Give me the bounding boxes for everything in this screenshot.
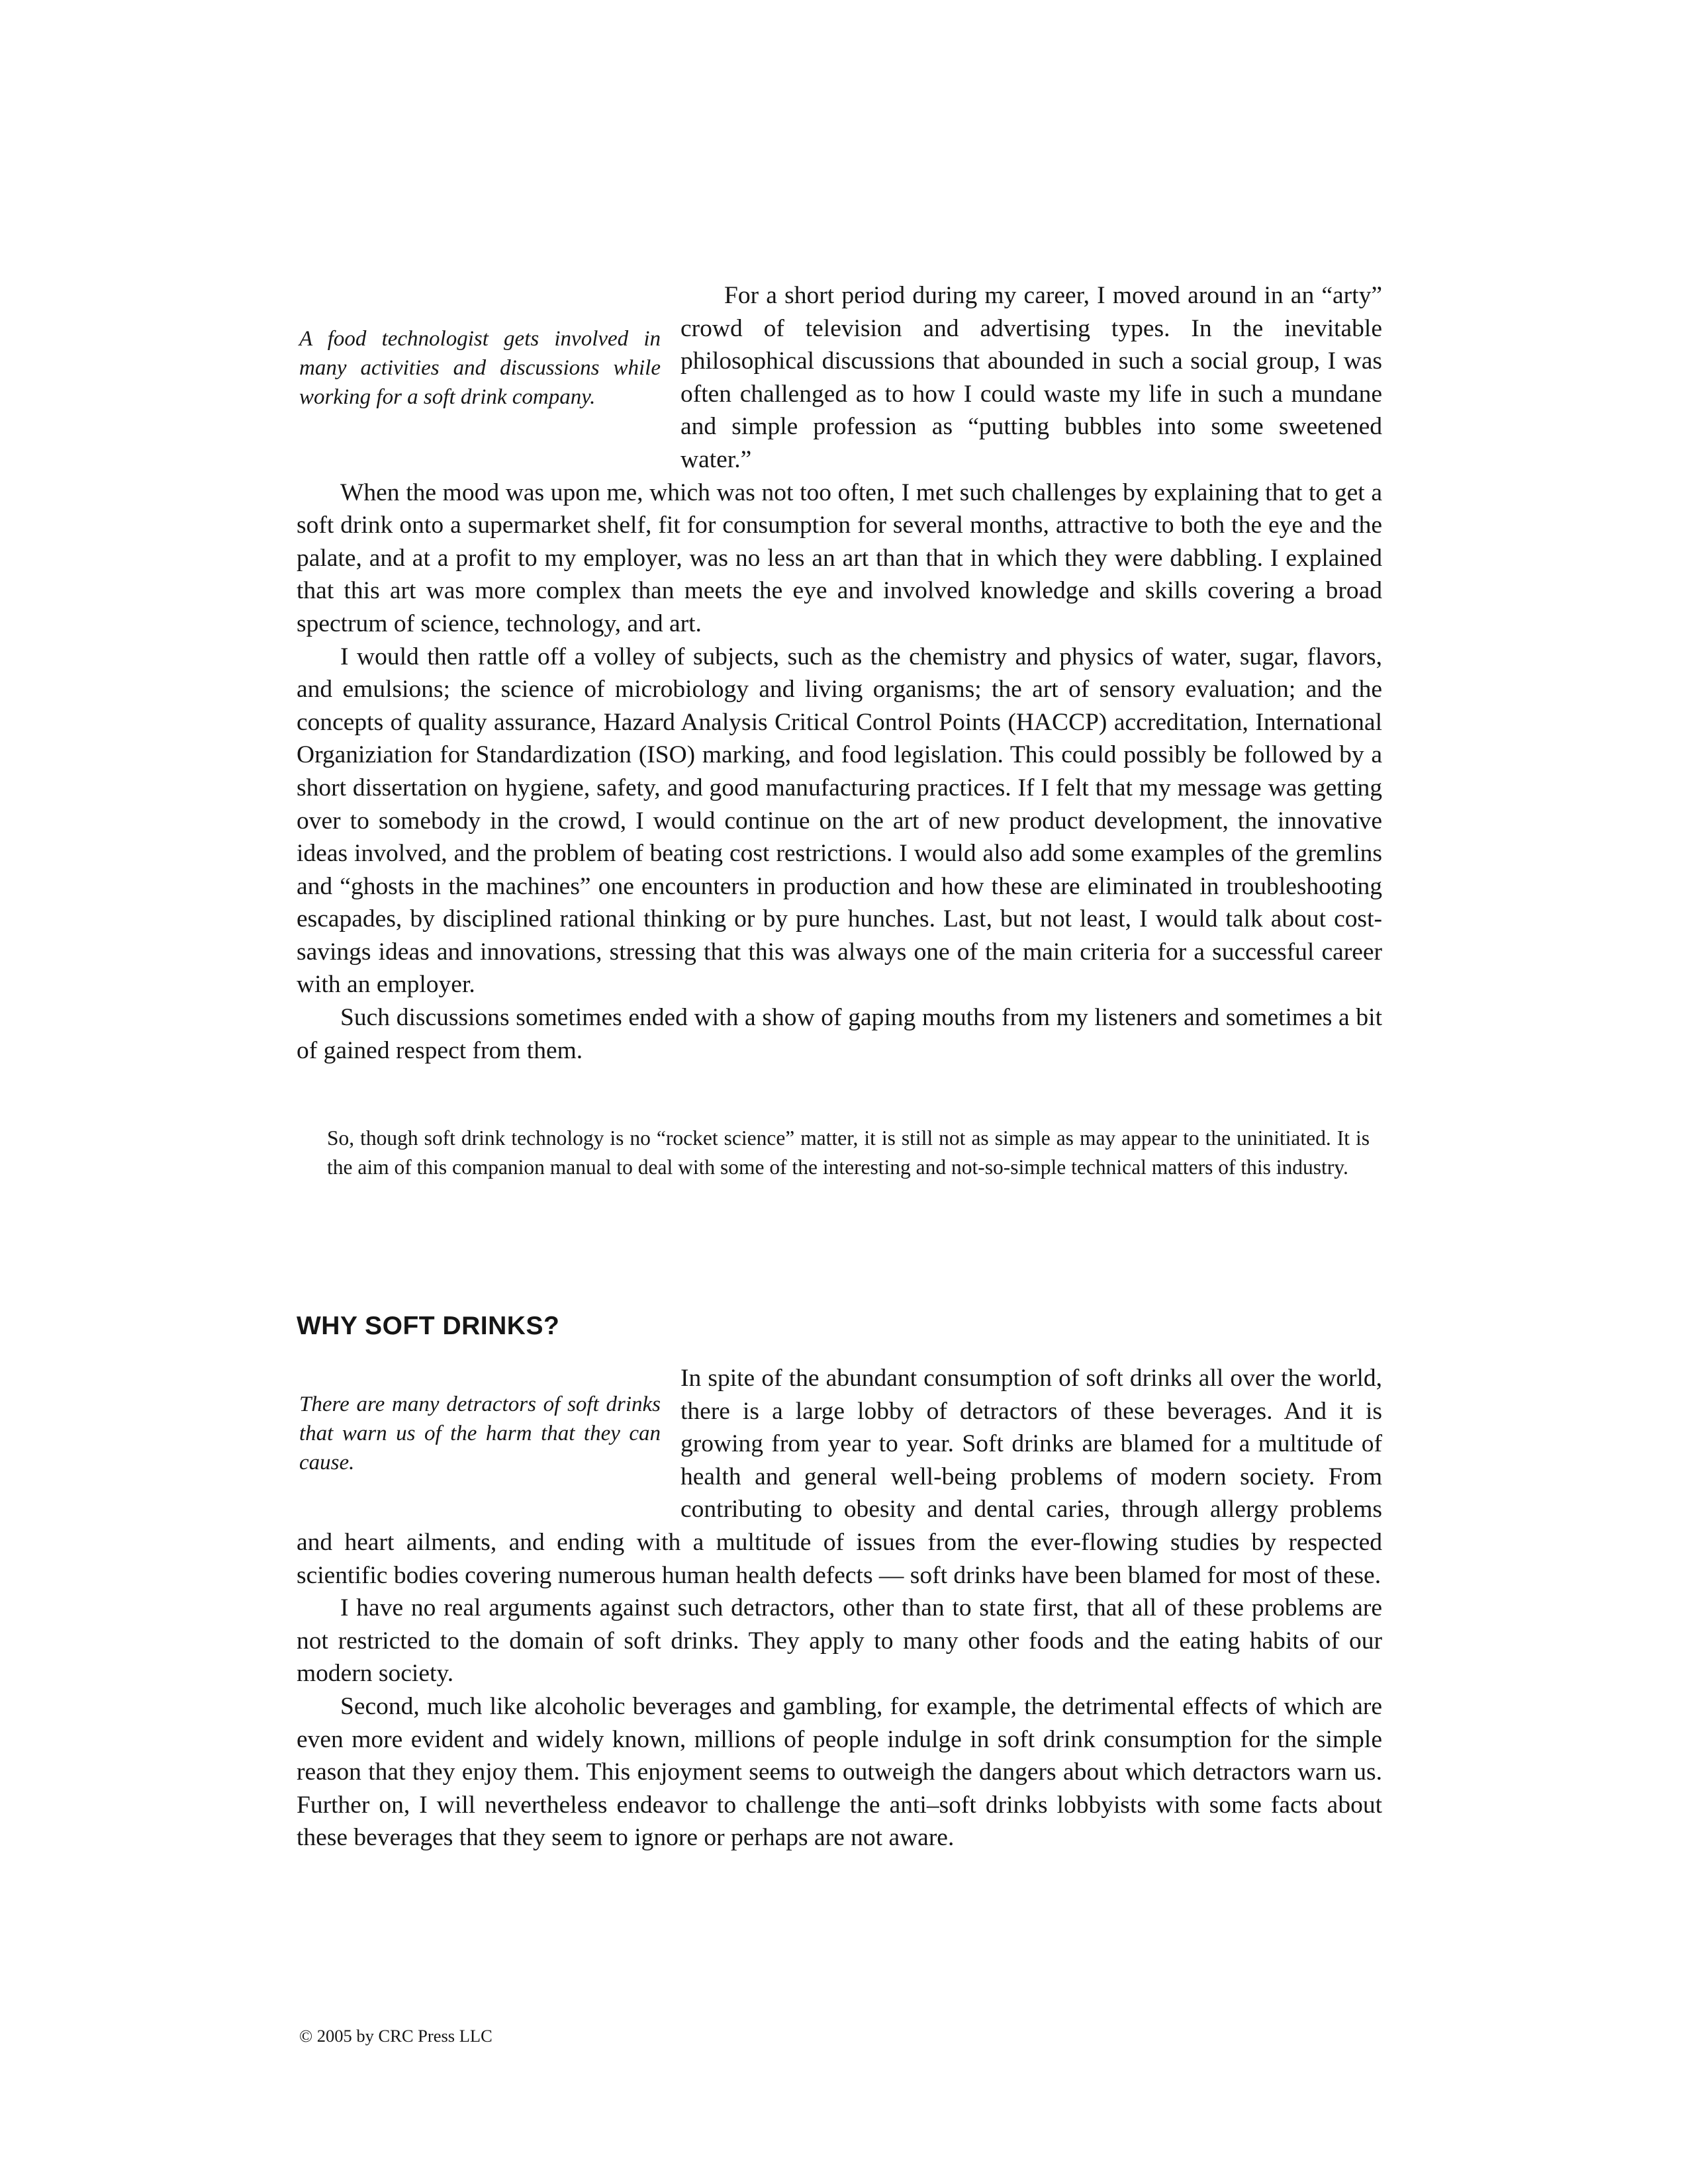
body-paragraph: I would then rattle off a volley of subjects, such as the chemistry and physics of water, sugar, flavors, and emulsions; the science of microbiology and living organisms; the art of sensory evaluation; and the concepts of quality assurance, Hazard Analysis Critical Control Points (HACCP) accreditation, International Organiziation for Standardization (ISO) marking, and food legislation. This could possibly be followed by a short dissertation on hygiene, safety, and good manufacturing practices. If I felt that my message was getting over to somebody in the crowd, I would continue on the art of new product development, the innovative ideas involved, and the problem of beating cost restrictions. I would also add some examples of the gremlins and “ghosts in the machines” one encounters in production and how these are eliminated in troubleshooting escapades, by disciplined rational thinking or by pure hunches. Last, but not least, I would talk about cost-savings ideas and innovations, stressing that this was always one of the main criteria for a successful career with an employer.: [297, 643, 1382, 999]
summary-block: [327, 1124, 1370, 1182]
margin-note-space: [297, 279, 680, 471]
body-paragraph: For a short period during my career, I moved around in an “arty” crowd of television and advertising types. In the inevitable philosophical discussions that abounded in such a social group, I was often challenged as to how I could waste my life in such a mundane and simple profession as “putting bubbles into some sweetened water.”: [680, 282, 1382, 473]
body-paragraph: In spite of the abundant consumption of soft drinks all over the world, there is a large lobby of detractors of these beverages. And it is growing from year to year. Soft drinks are blamed for a multitude of health and general well-being problems of modern society. From contributing to obesity and dental caries, through allergy problems and heart ailments, and ending with a multitude of issues from the ever-flowing studies by respected scientific bodies covering numerous human health defects — soft drinks have been blamed for most of these.: [297, 1365, 1382, 1589]
copyright-footer: © 2005 by CRC Press LLC: [299, 2026, 492, 2046]
section-2-body: [297, 1362, 1382, 1854]
summary-text: So, though soft drink technology is no “rocket science” matter, it is still not as simple as may appear to the uninitiated. It is the aim of this companion manual to deal with some of the interesting and not-so-simple technical matters of this industry.: [327, 1126, 1370, 1179]
body-paragraph: I have no real arguments against such detractors, other than to state first, that all of these problems are not restricted to the domain of soft drinks. They apply to many other foods and the eating habits of our modern society.: [297, 1594, 1382, 1688]
margin-note-2: There are many detractors of soft drinks that warn us of the harm that they can cause.: [299, 1392, 661, 1475]
margin-note-space: [297, 1362, 680, 1521]
body-paragraph: Such discussions sometimes ended with a show of gaping mouths from my listeners and sometimes a bit of gained respect from them.: [297, 1004, 1382, 1064]
margin-note-1: A food technologist gets involved in many activities and discussions while working for a soft drink company.: [299, 327, 661, 409]
section-1-body: [297, 279, 1382, 1067]
body-paragraph: When the mood was upon me, which was not too often, I met such challenges by explaining that to get a soft drink onto a supermarket shelf, fit for consumption for several months, attractive to both the eye and the palate, and at a profit to my employer, was no less an art than that in which they were dabbling. I explained that this art was more complex than meets the eye and involved knowledge and skills covering a broad spectrum of science, technology, and art.: [297, 478, 1382, 637]
section-heading: WHY SOFT DRINKS?: [297, 1312, 560, 1340]
body-paragraph: Second, much like alcoholic beverages and gambling, for example, the detrimental effects of which are even more evident and widely known, millions of people indulge in soft drink consumption for the simple reason that they enjoy them. This enjoyment seems to outweigh the dangers about which detractors warn us. Further on, I will nevertheless endeavor to challenge the anti–soft drinks lobbyists with some facts about these beverages that they seem to ignore or perhaps are not aware.: [297, 1692, 1382, 1852]
